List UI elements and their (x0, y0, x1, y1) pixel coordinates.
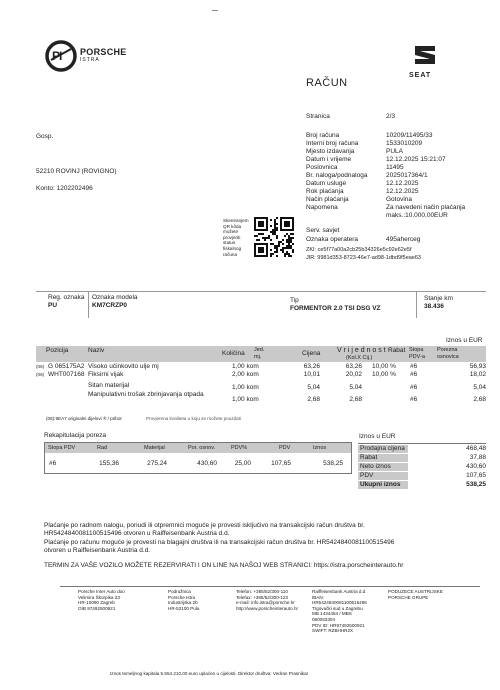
qr-code[interactable] (254, 217, 294, 257)
divider (416, 292, 417, 318)
meta-row (306, 156, 486, 164)
total-value: 37,88 (469, 454, 486, 461)
recap-pdvp: 25,00 (234, 460, 251, 467)
recap-rad: 155,36 (99, 460, 119, 467)
original-note-2: Provjerena kvaliteta u koju se možete pouzdati (146, 416, 241, 421)
footer-line: Podružnica (168, 589, 191, 594)
item-pos: G 065175A2 (48, 363, 85, 370)
recap-col-materijal: Materijal (144, 445, 165, 451)
meta-row (306, 172, 486, 180)
item-pos: WHT007168 (48, 371, 85, 378)
item-value: 2,68 (349, 396, 362, 403)
meta-label: Napomena (306, 204, 338, 211)
footer-line: IBAN: (312, 594, 324, 600)
currency-label: Iznos u EUR (446, 337, 483, 344)
model-label: Oznaka modela (92, 294, 138, 301)
total-value: 107,65 (466, 472, 486, 479)
recap-iznos: 538,25 (323, 460, 343, 467)
recap-stopa: #6 (49, 460, 57, 467)
brand-name: PORSCHE (80, 47, 127, 57)
page-value: 2/3 (386, 113, 396, 120)
item-stopa: #6 (410, 384, 418, 391)
col-jed: Jed. mj. (254, 347, 265, 360)
km-value: 38.436 (424, 303, 444, 310)
meta-value: 11495 (386, 164, 404, 171)
footer-line: 080083304 (312, 616, 335, 622)
item-osnovica: 18,02 (469, 371, 486, 378)
item-stopa: #6 (410, 396, 418, 403)
footer-group (388, 589, 443, 600)
meta-value: PULA (386, 148, 403, 155)
meta-label: Datum i vrijeme (306, 156, 352, 163)
type-label: Tip (290, 297, 299, 304)
item-rabat: 10,00 % (372, 363, 396, 370)
table-row (36, 382, 486, 390)
meta-row (306, 140, 486, 148)
meta-row (306, 164, 486, 172)
meta-value: 10209/11495/33 (386, 132, 433, 139)
vehicle-info (36, 291, 486, 320)
item-price: 2,68 (307, 396, 320, 403)
meta-row (306, 180, 486, 188)
item-qty: 1,00 kom (232, 363, 259, 370)
customer-account: Konto: 1202202496 (36, 185, 93, 192)
operator-value: 495aherceg (386, 236, 421, 243)
qr-code-icon (254, 217, 294, 257)
item-value: 63,26 (345, 363, 362, 370)
footer-line: HR-52100 Pula (168, 605, 200, 611)
logo-monogram: PI (52, 49, 62, 63)
item-value: 20,02 (345, 371, 362, 378)
totals-header: Iznos u EUR (359, 433, 396, 440)
item-qty: 2,00 kom (232, 371, 259, 378)
brand-sub: ISTRA (80, 57, 100, 63)
total-label: Prodajna cijena (358, 445, 408, 453)
col-rabat: Rabat (388, 347, 406, 354)
meta-row (306, 196, 486, 204)
meta-value: Gotovina (386, 196, 413, 203)
footer-line: Velimira Škorpika 23 (78, 594, 120, 600)
item-stopa: #6 (410, 363, 418, 370)
col-vrijednost-sub: (Kol.X Cij.) (346, 355, 373, 361)
zki-code: ZKI: ce5f77a00a2cb25b34326e5c92e62e5f (306, 247, 412, 253)
footer-line: SWIFT: RZBHHR2X (312, 628, 354, 634)
footer-line: Porsche Istra (168, 594, 196, 600)
meta-label: Br. naloga/podnaloga (306, 172, 368, 179)
model-value: KM7CRZP0 (92, 302, 128, 309)
footer-contact (236, 589, 298, 611)
recap-materijal: 275,24 (147, 460, 167, 467)
meta-value: Za navedeni način plaćanja (386, 204, 466, 211)
total-label: Neto iznos (358, 463, 408, 471)
page-label: Stranica (306, 113, 330, 120)
recap-col-stopa: Stopa PDV (48, 445, 76, 451)
meta-label: Način plaćanja (306, 196, 349, 203)
capital-note: Iznos temeljnog kapitala 5.554.210,00 euro uplaćen u cijelosti. Direktor društva: Vedran Prasnikar (110, 671, 309, 676)
col-kolicina: Količina (222, 350, 245, 357)
footer-line: PODUZEĆE AUSTRIJSKE (388, 589, 443, 594)
item-price: 10,01 (303, 371, 320, 378)
recap-col-pdv: PDV (279, 445, 291, 451)
item-stopa: #6 (410, 371, 418, 378)
meta-note (306, 212, 486, 220)
payment-line: Plaćanje po radnom nalogu, ponudi ili otpremnici moguće je provesti isključivo na transakcijski račun društva br. (44, 522, 365, 529)
recap-title: Rekapitulacija poreza (44, 432, 107, 439)
meta-row (306, 148, 486, 156)
reg-value: PU (48, 302, 58, 309)
invoice-meta (306, 132, 486, 220)
km-label: Stanje km (424, 295, 453, 302)
recap-pdv: 107,65 (271, 460, 291, 467)
item-name: Sitan materijal (88, 382, 130, 389)
scan-mark (212, 10, 218, 11)
footer-branch (168, 589, 199, 611)
seat-logo (409, 44, 441, 79)
original-note: (06):9EA7 originalni dijelovi ® / pribor (46, 416, 122, 421)
footer-line: Trgovački sud u Zagrebu (312, 605, 363, 611)
table-row (36, 363, 486, 371)
payment-line: Plaćanje po računu moguće je provesti na blagajni društva ili na transakcijski račun društva br. HR5424840081100515496 (44, 539, 395, 546)
totals-rows (358, 443, 486, 494)
footer-line: Telefax: +385/52/300-123 (236, 594, 288, 600)
col-naziv: Naziv (88, 347, 105, 354)
meta-value: 1533010209 (386, 140, 423, 147)
meta-label: Rok plaćanja (306, 188, 344, 195)
recap-osnov: 430,60 (197, 460, 217, 467)
item-price: 63,26 (303, 363, 320, 370)
customer-salutation: Gosp. (36, 133, 54, 140)
total-value: 430,60 (466, 463, 486, 470)
meta-label: Broj računa (306, 132, 340, 139)
item-flag: (06) (36, 372, 45, 377)
item-rabat: 10,00 % (372, 371, 396, 378)
table-row (36, 391, 486, 403)
porsche-istra-logo (45, 40, 77, 72)
meta-label: Poslovnica (306, 164, 338, 171)
meta-label: Datum usluge (306, 180, 347, 187)
footer-line: HR5424840081100515496 (312, 600, 367, 606)
table-row (36, 371, 486, 379)
col-porezna: Porezna osnovica (437, 347, 459, 360)
meta-value: 12.12.2025 (386, 188, 419, 195)
recap-table (44, 442, 352, 474)
divider (88, 292, 89, 318)
jir-code: JIR: 9981d353-8723-46e7-ad98-1dbd9f5eae63 (306, 255, 421, 261)
totals-box (358, 433, 486, 491)
footer-line: Raiffeisenbank Austria d.d (312, 589, 366, 594)
item-name: Fiksirni vijak (88, 371, 124, 378)
table-row (45, 460, 351, 468)
payment-line: HR5424840081100515496 otvoren u Raiffeisenbank Austria d.d. (44, 530, 230, 537)
item-osnovica: 56,93 (469, 363, 486, 370)
booking-note: TERMIN ZA VAŠE VOZILO MOŽETE REZERVIRATI I ON LINE NA NAŠOJ WEB STRANICI: https://istra.porscheinterauto.hr (44, 562, 404, 569)
meta-value: 12.12.2025 15:21:07 (386, 156, 446, 163)
footer-line: HR-10090 Zagreb (78, 600, 115, 606)
meta-value: 2025017364/1 (386, 172, 428, 179)
footer (60, 586, 480, 641)
footer-line: Telefon: +385/52/300-110 (236, 589, 288, 594)
recap-col-iznos: Iznos (313, 445, 327, 451)
type-value: FORMENTOR 2.0 TSI DSG VZ (290, 305, 381, 312)
footer-line: MB 1434454 / MBS (312, 611, 352, 617)
meta-row (306, 188, 486, 196)
operator-label: Oznaka operatera (306, 236, 359, 243)
item-name: Manipulativni trošak zbrinjavanja otpada (88, 391, 204, 398)
items-header (36, 346, 486, 362)
item-name: Visoko učinkovito ulje mj (88, 363, 159, 370)
footer-line: Industrijska 2b (168, 600, 198, 606)
customer-city: 52210 ROVINJ (ROVIGNO) (36, 168, 117, 175)
item-price: 5,04 (307, 384, 320, 391)
reg-label: Reg. oznaka (48, 294, 85, 301)
item-qty: 1,00 kom (232, 384, 259, 391)
total-label: Rabat (358, 454, 408, 462)
recap-header (45, 443, 351, 453)
item-value: 5,04 (349, 384, 362, 391)
footer-line: PDV ID: HR97492500921 (312, 622, 365, 628)
footer-bank (312, 589, 367, 634)
total-label: PDV (358, 472, 408, 480)
col-vrijednost: V r i j e d n o s t (337, 347, 386, 354)
item-flag: (06) (36, 364, 45, 369)
footer-line: OIB 97492500921 (78, 605, 116, 611)
payment-line: otvoren u Raiffeisenbank Austria d.d. (44, 547, 151, 554)
item-qty: 1,00 kom (232, 396, 259, 403)
seat-wordmark: SEAT (409, 72, 432, 79)
col-pozicija: Pozicija (46, 347, 69, 354)
seat-s-icon (409, 44, 441, 66)
meta-label: Interni broj računa (306, 140, 359, 147)
qr-caption: Skeniranjem QR kôda možete provjeriti status fiskalnog računa (223, 218, 249, 257)
recap-col-rad: Rad (97, 445, 108, 451)
item-osnovica: 2,68 (473, 396, 486, 403)
meta-note-value: maks.:10.000,00EUR (386, 212, 448, 219)
footer-line[interactable]: e-mail: info.istra@porsche.hr (236, 600, 295, 606)
col-cijena: Cijena (302, 350, 321, 357)
total-value: 538,25 (466, 481, 486, 488)
meta-row (306, 132, 486, 140)
total-label: Ukupni iznos (358, 481, 408, 489)
footer-line: Porsche Inter Auto doo (78, 589, 125, 594)
serv-label: Serv. savjet (306, 227, 340, 234)
item-osnovica: 5,04 (473, 384, 486, 391)
document-title: RAČUN (306, 77, 348, 89)
payment-note (44, 522, 484, 555)
recap-col-pdvp: PDV% (231, 445, 248, 451)
meta-label: Mjesto izdavanja (306, 148, 355, 155)
meta-value: 12.12.2025 (386, 180, 419, 187)
meta-row (306, 204, 486, 212)
total-value: 468,48 (466, 445, 486, 452)
recap-col-osnov: Por. osnov. (188, 445, 216, 451)
footer-line[interactable]: http://www.porscheinterauto.hr (236, 605, 299, 611)
footer-company (78, 589, 125, 611)
col-stopa: Stopa PDV-a (409, 347, 425, 360)
footer-line: PORSCHE GRUPE (388, 594, 429, 600)
